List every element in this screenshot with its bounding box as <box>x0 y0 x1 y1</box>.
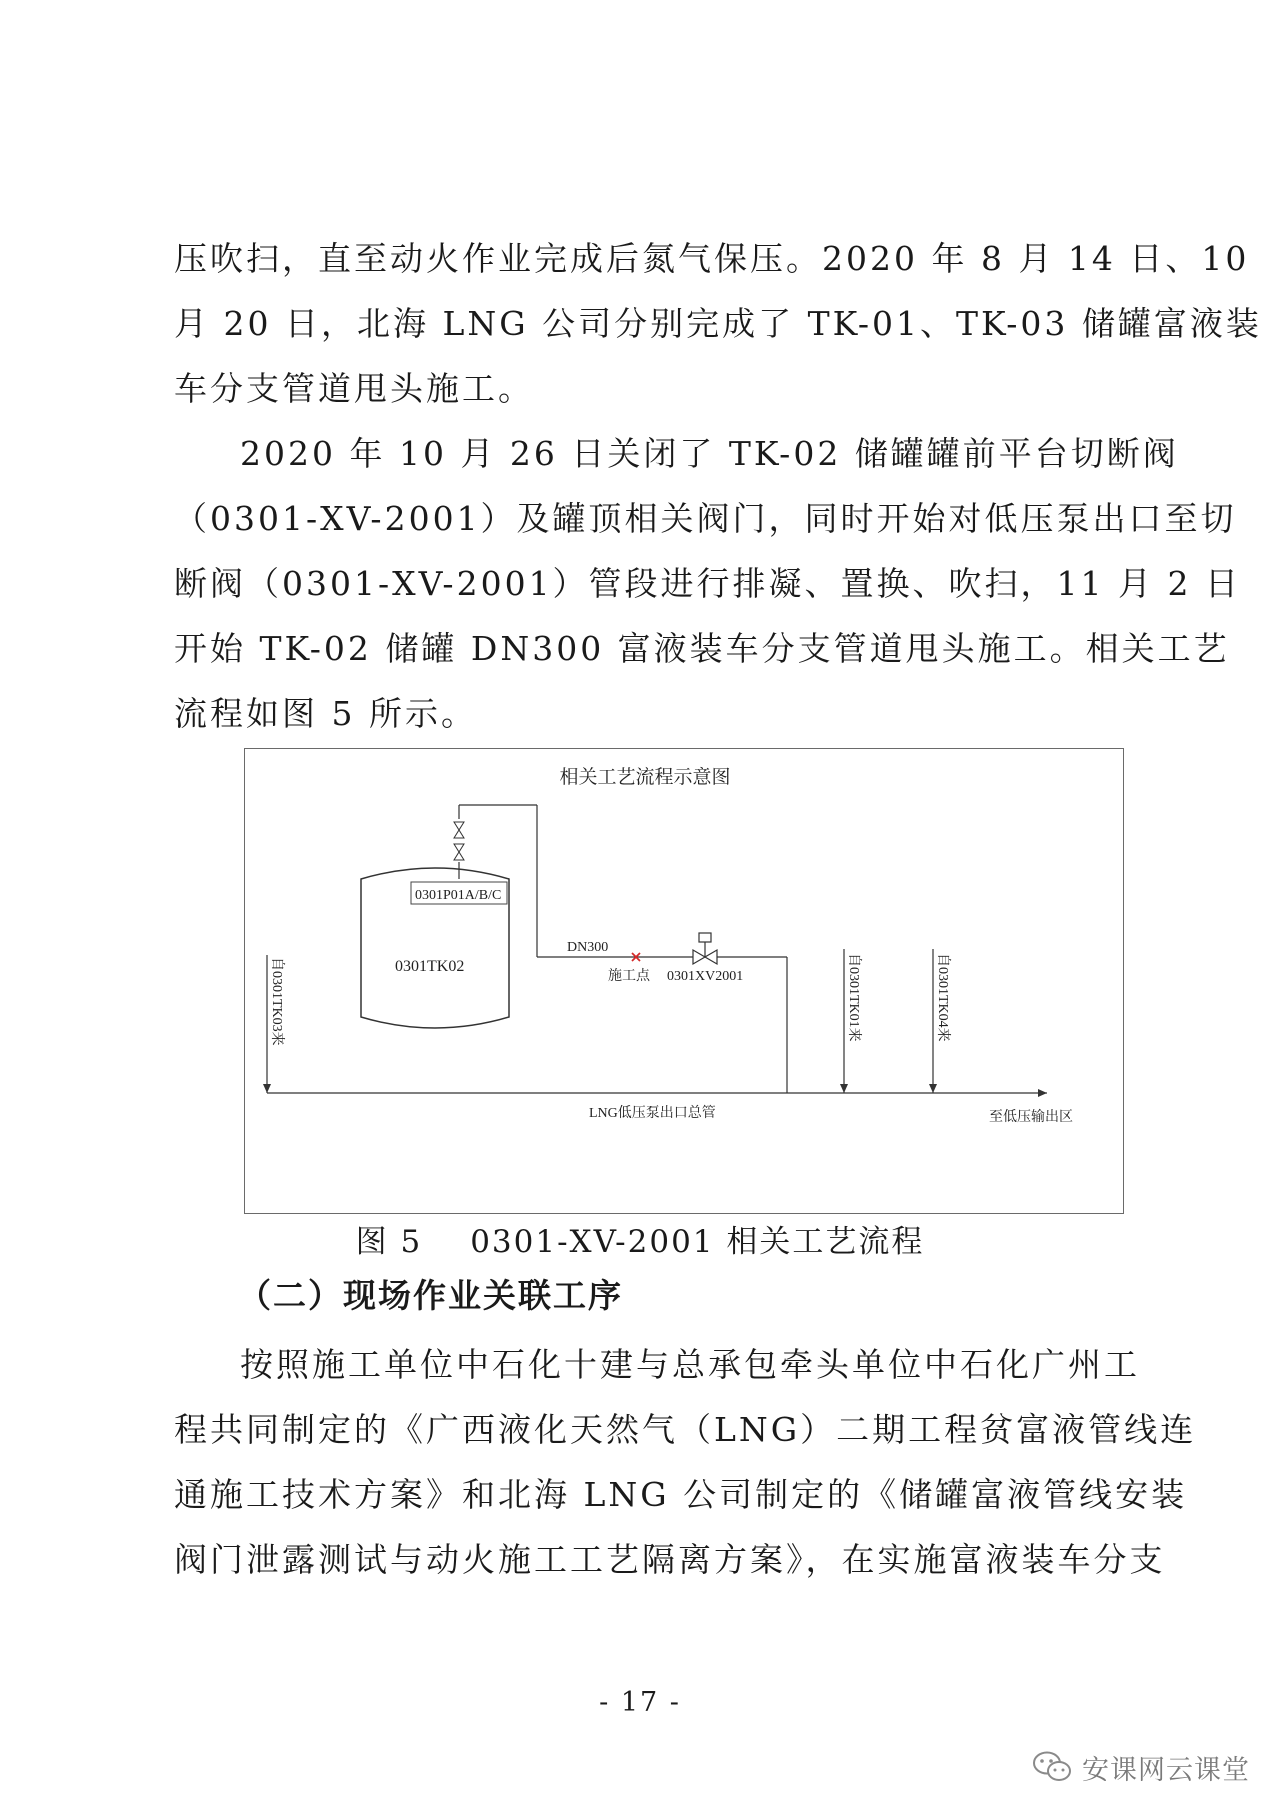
shutoff-valve-icon <box>693 933 717 964</box>
work-point-label: 施工点 <box>608 969 650 984</box>
paragraph-3 <box>174 1332 1197 1592</box>
paragraph-line: 通施工技术方案》和北海 LNG 公司制定的《储罐富液管线安装 <box>174 1475 1188 1514</box>
inlet-label-tk04: 自0301TK04来 <box>935 953 950 1042</box>
page-number: - 17 - <box>599 1687 681 1718</box>
paragraph-line: 阀门泄露测试与动火施工工艺隔离方案》，在实施富液装车分支 <box>174 1540 1166 1579</box>
paragraph-line: 车分支管道甩头施工。 <box>174 369 534 408</box>
paragraph-line: 流程如图 5 所示。 <box>174 694 477 733</box>
watermark-text: 安课网云课堂 <box>1082 1754 1250 1786</box>
paragraph-1 <box>174 226 1262 421</box>
header-label: LNG低压泵出口总管 <box>589 1106 716 1121</box>
diagram-title: 相关工艺流程示意图 <box>559 767 731 788</box>
block-valve-icon <box>454 822 464 838</box>
section-heading: （二）现场作业关联工序 <box>238 1276 623 1315</box>
outlet-label: 至低压输出区 <box>989 1110 1073 1125</box>
valve-label: 0301XV2001 <box>667 969 744 984</box>
tank-label: 0301TK02 <box>395 958 465 975</box>
paragraph-line: 2020 年 10 月 26 日关闭了 TK-02 储罐罐前平台切断阀 <box>240 434 1179 473</box>
paragraph-line: 开始 TK-02 储罐 DN300 富液装车分支管道甩头施工。相关工艺 <box>174 629 1230 668</box>
process-flow-figure <box>244 748 1124 1214</box>
paragraph-line: （0301-XV-2001）及罐顶相关阀门，同时开始对低压泵出口至切 <box>174 499 1237 538</box>
paragraph-line: 断阀（0301-XV-2001）管段进行排凝、置换、吹扫，11 月 2 日 <box>174 564 1242 603</box>
figure-number: 图 5 <box>355 1224 423 1260</box>
paragraph-line: 程共同制定的《广西液化天然气（LNG）二期工程贫富液管线连 <box>174 1410 1197 1449</box>
figure-caption <box>0 1220 1280 1264</box>
watermark <box>1032 1745 1250 1789</box>
pump-label: 0301P01A/B/C <box>415 888 502 903</box>
figure-caption-text: 0301-XV-2001 相关工艺流程 <box>470 1224 925 1260</box>
wechat-icon <box>1032 1750 1072 1784</box>
paragraph-line: 月 20 日，北海 LNG 公司分别完成了 TK-01、TK-03 储罐富液装 <box>174 304 1262 343</box>
pipe-size-label: DN300 <box>567 940 609 955</box>
inlet-label-tk01: 自0301TK01来 <box>846 953 861 1042</box>
block-valve-icon <box>454 844 464 860</box>
paragraph-2 <box>174 421 1242 746</box>
inlet-label-tk03: 自0301TK03来 <box>269 957 284 1046</box>
process-flow-diagram <box>245 749 1125 1215</box>
paragraph-line: 压吹扫，直至动火作业完成后氮气保压。2020 年 8 月 14 日、10 <box>174 239 1250 278</box>
paragraph-line: 按照施工单位中石化十建与总承包牵头单位中石化广州工 <box>240 1345 1140 1384</box>
